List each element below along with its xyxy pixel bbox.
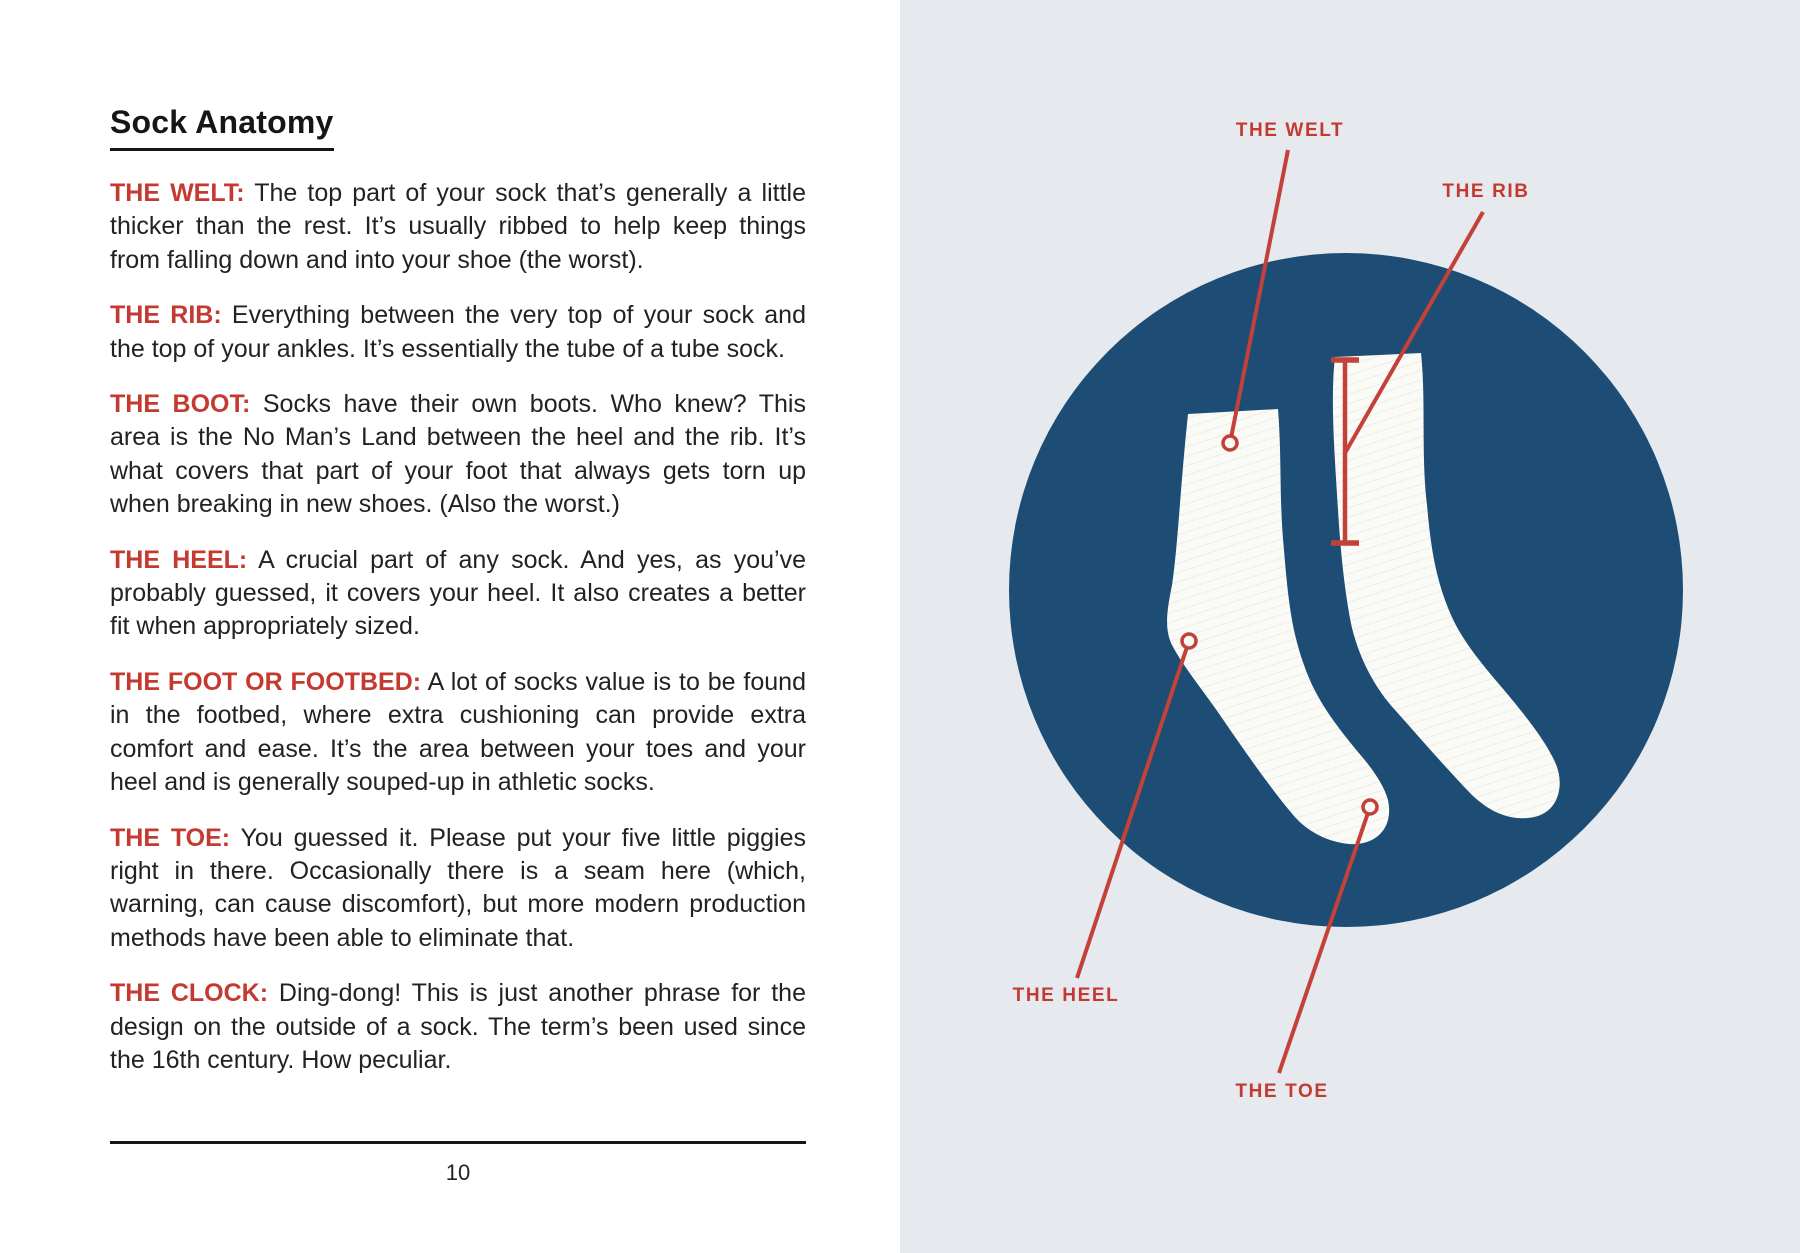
term-text-welt: The top part of your sock that’s generally a little thicker than the rest. It’s usually ribbed to help keep things from falling down and into your shoe (the worst). [110,179,806,274]
definition-paragraph-clock [110,977,806,1077]
definition-paragraph-toe [110,822,806,956]
page-title-text: Sock Anatomy [110,104,334,151]
welt-marker-ring [1223,436,1237,450]
term-label-heel: THE HEEL: [110,545,248,574]
rib-label: THE RIB [1442,181,1530,202]
term-text-footbed: A lot of socks value is to be found in the footbed, where extra cushioning can provide extra comfort and ease. It’s the area between your toes and your heel and is generally souped-up in athletic socks. [110,667,806,797]
term-label-footbed: THE FOOT OR FOOTBED: [110,667,422,696]
definition-paragraph-heel [110,544,806,644]
definition-paragraph-footbed [110,666,806,800]
page-number: 10 [445,1160,471,1185]
definition-paragraph-rib [110,299,806,366]
definition-paragraph-boot [110,388,806,522]
illustration-panel [900,0,1800,1253]
term-text-rib: Everything between the very top of your sock and the top of your ankles. It’s essentially the tube of a tube sock. [110,301,806,363]
toe-marker-ring [1363,800,1377,814]
toe-label: THE TOE [1235,1081,1329,1102]
term-text-heel: A crucial part of any sock. And yes, as you’ve probably guessed, it covers your heel. It also creates a better fit when appropriately sized. [110,545,806,641]
term-label-clock: THE CLOCK: [110,979,269,1008]
term-label-boot: THE BOOT: [110,390,251,419]
sock-anatomy-diagram [900,0,1800,1253]
text-column [110,0,806,1099]
welt-label: THE WELT [1235,120,1345,141]
page-title [110,104,806,151]
term-label-toe: THE TOE: [110,823,231,852]
heel-marker-ring [1182,634,1196,648]
term-label-welt: THE WELT: [110,179,245,207]
term-text-clock: Ding-dong! This is just another phrase for the design on the outside of a sock. The term’s been used since the 16th century. How peculiar. [110,979,806,1074]
footer-rule [110,1141,806,1144]
term-label-rib: THE RIB: [110,301,222,330]
heel-label: THE HEEL [1012,985,1120,1006]
definition-paragraph-welt [110,177,806,277]
term-text-toe: You guessed it. Please put your five little piggies right in there. Occasionally there is a seam here (which, warning, can cause discomfort), but more modern production methods have been able to eliminate that. [110,823,806,952]
term-text-boot: Socks have their own boots. Who knew? This area is the No Man’s Land between the heel and the rib. It’s what covers that part of your foot that always gets torn up when breaking in new shoes. (Also the worst.) [110,390,806,519]
